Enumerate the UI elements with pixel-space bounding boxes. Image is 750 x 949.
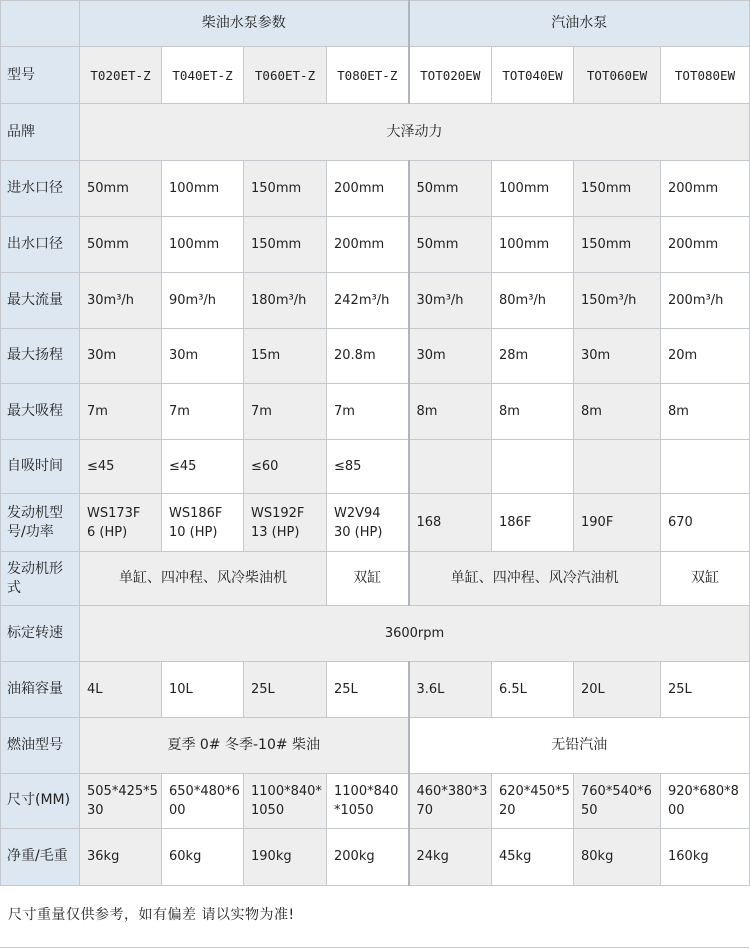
- table-row-head: [1, 328, 750, 383]
- engine-model: WS186F: [169, 505, 223, 521]
- table-cell: 150mm: [244, 217, 327, 272]
- table-cell: 190F: [574, 494, 661, 552]
- table-cell: 920*680*800: [661, 773, 750, 828]
- table-cell: 650*480*600: [162, 773, 244, 828]
- table-cell: 20L: [574, 662, 661, 717]
- table-cell: 8m: [492, 383, 574, 439]
- table-cell: [244, 494, 327, 552]
- row-label-engine-model: 发动机型号/功率: [1, 494, 80, 552]
- table-cell: 30m³/h: [80, 272, 162, 328]
- model-cell: TOT080EW: [661, 47, 750, 104]
- model-cell: TOT040EW: [492, 47, 574, 104]
- table-cell: 30m: [162, 328, 244, 383]
- table-cell: 30m: [409, 328, 492, 383]
- table-cell-empty: [492, 439, 574, 493]
- table-cell: [327, 494, 409, 552]
- row-label-weight: 净重/毛重: [1, 828, 80, 885]
- table-cell: 3.6L: [409, 662, 492, 717]
- model-cell: TOT060EW: [574, 47, 661, 104]
- table-cell: 168: [409, 494, 492, 552]
- table-cell: 150mm: [574, 217, 661, 272]
- table-cell: 760*540*650: [574, 773, 661, 828]
- table-cell: 100mm: [162, 217, 244, 272]
- model-cell: T060ET-Z: [244, 47, 327, 104]
- table-cell: [162, 494, 244, 552]
- table-cell: 200mm: [327, 161, 409, 217]
- table-cell: 150mm: [574, 161, 661, 217]
- table-row-model: [1, 47, 750, 104]
- engine-power: 13 (HP): [251, 524, 300, 540]
- row-label-size: 尺寸(MM): [1, 773, 80, 828]
- footer-note: 尺寸重量仅供参考，如有偏差 请以实物为准!: [8, 907, 295, 923]
- row-label-brand: 品牌: [1, 104, 80, 161]
- table-cell: 7m: [327, 383, 409, 439]
- engine-model: WS192F: [251, 505, 305, 521]
- table-cell: 10L: [162, 662, 244, 717]
- table-cell: 双缸: [327, 552, 409, 606]
- table-cell: 15m: [244, 328, 327, 383]
- table-row-fuel: [1, 717, 750, 773]
- table-cell: 1100*840*1050: [244, 773, 327, 828]
- table-cell: 36kg: [80, 828, 162, 885]
- table-cell: 7m: [80, 383, 162, 439]
- engine-model: W2V94: [334, 505, 381, 521]
- table-cell: 190kg: [244, 828, 327, 885]
- table-row-size: [1, 773, 750, 828]
- table-cell: 50mm: [80, 161, 162, 217]
- table-row-outlet: [1, 217, 750, 272]
- table-cell: 45kg: [492, 828, 574, 885]
- table-cell: 200kg: [327, 828, 409, 885]
- model-cell: T040ET-Z: [162, 47, 244, 104]
- row-label-outlet: 出水口径: [1, 217, 80, 272]
- table-cell: 24kg: [409, 828, 492, 885]
- header-row: [1, 1, 750, 47]
- table-row-speed: [1, 606, 750, 662]
- table-cell: 20m: [661, 328, 750, 383]
- table-cell-empty: [661, 439, 750, 493]
- row-label-speed: 标定转速: [1, 606, 80, 662]
- table-row-priming: [1, 439, 750, 493]
- table-cell: 30m: [80, 328, 162, 383]
- table-cell: 30m³/h: [409, 272, 492, 328]
- table-cell: 200mm: [327, 217, 409, 272]
- table-cell: 50mm: [409, 217, 492, 272]
- table-cell: 单缸、四冲程、风冷汽油机: [409, 552, 661, 606]
- table-cell: 7m: [162, 383, 244, 439]
- table-cell: 1100*840*1050: [327, 773, 409, 828]
- table-cell: 28m: [492, 328, 574, 383]
- footer-note-box: [0, 886, 749, 948]
- engine-model: WS173F: [87, 505, 141, 521]
- table-row-inlet: [1, 161, 750, 217]
- table-cell: 60kg: [162, 828, 244, 885]
- engine-power: 6 (HP): [87, 524, 128, 540]
- model-cell: TOT020EW: [409, 47, 492, 104]
- table-cell: 505*425*530: [80, 773, 162, 828]
- table-cell: ≤85: [327, 439, 409, 493]
- row-label-head: 最大扬程: [1, 328, 80, 383]
- table-row-flow: [1, 272, 750, 328]
- table-cell: 80m³/h: [492, 272, 574, 328]
- row-label-engine-type: 发动机形式: [1, 552, 80, 606]
- table-cell: 双缸: [661, 552, 750, 606]
- table-cell: 150mm: [244, 161, 327, 217]
- table-cell: 670: [661, 494, 750, 552]
- table-cell: 186F: [492, 494, 574, 552]
- header-corner: [1, 1, 80, 47]
- engine-power: 10 (HP): [169, 524, 218, 540]
- table-row-weight: [1, 828, 750, 885]
- table-cell: 100mm: [492, 161, 574, 217]
- row-label-flow: 最大流量: [1, 272, 80, 328]
- table-cell: 460*380*370: [409, 773, 492, 828]
- table-cell: 160kg: [661, 828, 750, 885]
- table-cell: 100mm: [162, 161, 244, 217]
- model-cell: T020ET-Z: [80, 47, 162, 104]
- table-cell: 8m: [409, 383, 492, 439]
- table-cell: ≤60: [244, 439, 327, 493]
- table-row-brand: [1, 104, 750, 161]
- speed-value: 3600rpm: [80, 606, 750, 662]
- table-cell: 25L: [244, 662, 327, 717]
- table-cell: ≤45: [162, 439, 244, 493]
- table-cell: 200mm: [661, 217, 750, 272]
- row-label-model: 型号: [1, 47, 80, 104]
- table-cell: 200mm: [661, 161, 750, 217]
- model-cell: T080ET-Z: [327, 47, 409, 104]
- table-cell: 6.5L: [492, 662, 574, 717]
- table-cell: ≤45: [80, 439, 162, 493]
- table-row-suction: [1, 383, 750, 439]
- table-cell-empty: [409, 439, 492, 493]
- table-cell: 80kg: [574, 828, 661, 885]
- fuel-gasoline: 无铅汽油: [409, 717, 750, 773]
- table-cell: 180m³/h: [244, 272, 327, 328]
- table-row-engine-model: [1, 494, 750, 552]
- table-cell: 8m: [661, 383, 750, 439]
- table-cell: 8m: [574, 383, 661, 439]
- table-row-tank: [1, 662, 750, 717]
- table-cell: 4L: [80, 662, 162, 717]
- table-cell: 20.8m: [327, 328, 409, 383]
- engine-power: 30 (HP): [334, 524, 383, 540]
- brand-value: 大泽动力: [80, 104, 750, 161]
- table-cell: 242m³/h: [327, 272, 409, 328]
- table-row-engine-type: [1, 552, 750, 606]
- diesel-header: 柴油水泵参数: [80, 1, 409, 47]
- table-cell: 25L: [661, 662, 750, 717]
- row-label-tank: 油箱容量: [1, 662, 80, 717]
- table-cell: 25L: [327, 662, 409, 717]
- table-cell: 单缸、四冲程、风冷柴油机: [80, 552, 327, 606]
- table-cell: 90m³/h: [162, 272, 244, 328]
- table-cell-empty: [574, 439, 661, 493]
- row-label-fuel: 燃油型号: [1, 717, 80, 773]
- row-label-inlet: 进水口径: [1, 161, 80, 217]
- table-cell: 100mm: [492, 217, 574, 272]
- table-cell: 620*450*520: [492, 773, 574, 828]
- table-cell: [80, 494, 162, 552]
- table-cell: 150m³/h: [574, 272, 661, 328]
- table-cell: 30m: [574, 328, 661, 383]
- table-cell: 50mm: [80, 217, 162, 272]
- table-cell: 7m: [244, 383, 327, 439]
- fuel-diesel: 夏季 0# 冬季-10# 柴油: [80, 717, 409, 773]
- table-cell: 50mm: [409, 161, 492, 217]
- table-cell: 200m³/h: [661, 272, 750, 328]
- row-label-suction: 最大吸程: [1, 383, 80, 439]
- row-label-priming: 自吸时间: [1, 439, 80, 493]
- gasoline-header: 汽油水泵: [409, 1, 750, 47]
